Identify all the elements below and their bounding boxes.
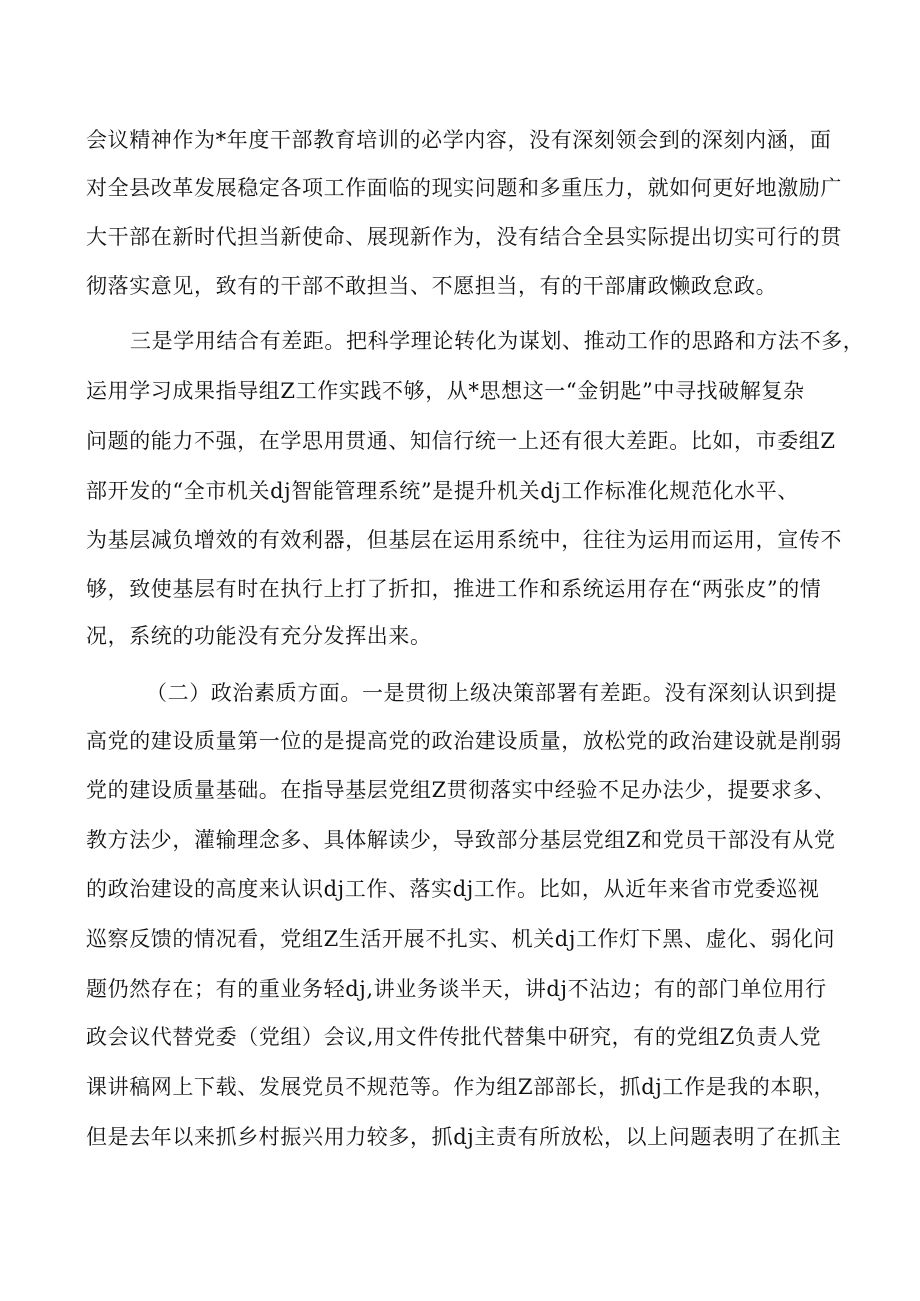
text-line-7: 问题的能力不强，在学思用贯通、知信行统一上还有很大差距。比如，市委组Z	[86, 429, 836, 453]
text-line-15: 教方法少，灌输理念多、具体解读少，导致部分基层党组Z和党员干部没有从党	[86, 828, 836, 852]
text-line-17: 巡察反馈的情况看，党组Z生活开展不扎实、机关dj工作灯下黑、虚化、弱化问	[86, 927, 836, 951]
text-line-10: 够，致使基层有时在执行上打了折扣，推进工作和系统运用存在“两张皮”的情	[86, 577, 822, 601]
text-line-4: 彻落实意见，致有的干部不敢担当、不愿担当，有的干部庸政懒政怠政。	[86, 274, 778, 298]
text-line-8: 部开发的“全市机关dj智能管理系统”是提升机关dj工作标准化规范化水平、	[86, 479, 799, 503]
text-line-18: 题仍然存在；有的重业务轻dj,讲业务谈半天，讲dj不沾边；有的部门单位用行	[86, 977, 827, 1001]
text-line-21: 但是去年以来抓乡村振兴用力较多，抓dj主责有所放松，以上问题表明了在抓主	[86, 1125, 842, 1149]
text-line-5: 三是学用结合有差距。把科学理论转化为谋划、推动工作的思路和方法不多，	[130, 329, 865, 353]
text-line-1: 会议精神作为*年度干部教育培训的必学内容，没有深刻领会到的深刻内涵，面	[86, 128, 832, 152]
text-line-6: 运用学习成果指导组Z工作实践不够，从*思想这一“金钥匙”中寻找破解复杂	[86, 379, 805, 403]
text-line-9: 为基层减负增效的有效利器，但基层在运用系统中，往往为运用而运用，宣传不	[86, 528, 842, 552]
text-line-12: （二）政治素质方面。一是贯彻上级决策部署有差距。没有深刻认识到提	[146, 681, 838, 705]
text-line-2: 对全县改革发展稳定各项工作面临的现实问题和多重压力，就如何更好地激励广	[86, 176, 842, 200]
text-line-11: 况，系统的功能没有充分发挥出来。	[86, 624, 432, 648]
text-line-16: 的政治建设的高度来认识dj工作、落实dj工作。比如，从近年来省市党委巡视	[86, 877, 820, 901]
text-line-19: 政会议代替党委（党组）会议,用文件传批代替集中研究，有的党组Z负责人党	[86, 1025, 822, 1049]
text-line-20: 课讲稿网上下载、发展党员不规范等。作为组Z部部长，抓dj工作是我的本职，	[86, 1075, 836, 1099]
text-line-3: 大干部在新时代担当新使命、展现新作为，没有结合全县实际提出切实可行的贯	[86, 225, 842, 249]
text-line-13: 高党的建设质量第一位的是提高党的政治建设质量，放松党的政治建设就是削弱	[86, 729, 842, 753]
text-line-14: 党的建设质量基础。在指导基层党组Z贯彻落实中经验不足办法少，提要求多、	[86, 778, 836, 802]
